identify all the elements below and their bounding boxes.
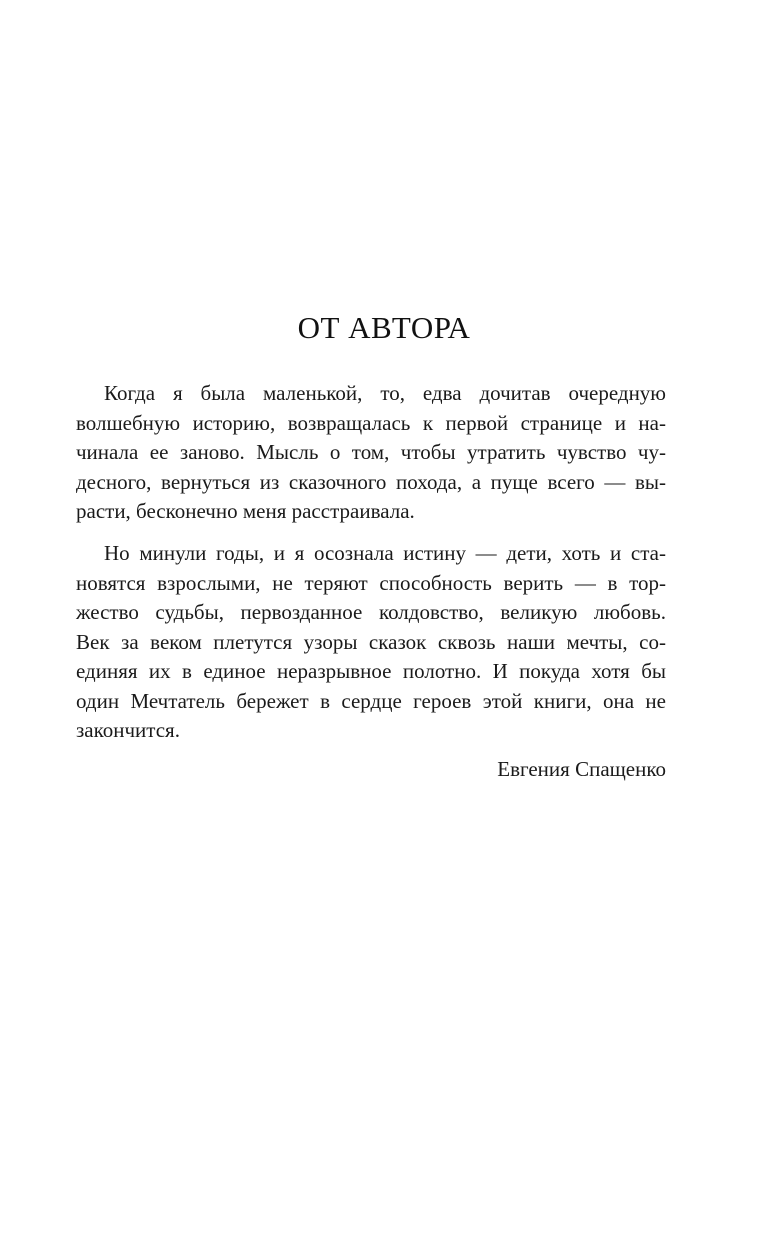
paragraph-line: Век за веком плетутся узоры сказок сквозь наши мечты, со-: [76, 629, 666, 654]
chapter-title: ОТ АВТОРА: [297, 310, 471, 345]
paragraph-line: десного, вернуться из сказочного похода, а пуще всего — вы-: [76, 469, 666, 494]
author-signature: Евгения Спащенко: [497, 757, 666, 781]
paragraph-line: расти, бесконечно меня расстраивала.: [76, 499, 415, 523]
paragraph-line: новятся взрослыми, не теряют способность верить — в тор-: [76, 570, 666, 595]
paragraph-1: [76, 379, 666, 527]
paragraph-line: жество судьбы, первозданное колдовство, великую любовь.: [76, 600, 666, 624]
paragraph-line: Когда я была маленькой, то, едва дочитав очередную: [104, 381, 666, 405]
paragraph-line: единяя их в единое неразрывное полотно. И покуда хотя бы: [76, 659, 666, 683]
paragraph-line: чинала ее заново. Мысль о том, чтобы утратить чувство чу-: [76, 440, 666, 464]
paragraph-line: волшебную историю, возвращалась к первой странице и на-: [76, 410, 666, 435]
paragraph-2: [76, 539, 666, 746]
paragraph-line: один Мечтатель бережет в сердце героев этой книги, она не: [76, 688, 666, 713]
paragraph-line: закончится.: [76, 718, 180, 742]
paragraph-line: Но минули годы, и я осознала истину — дети, хоть и ста-: [104, 541, 666, 565]
